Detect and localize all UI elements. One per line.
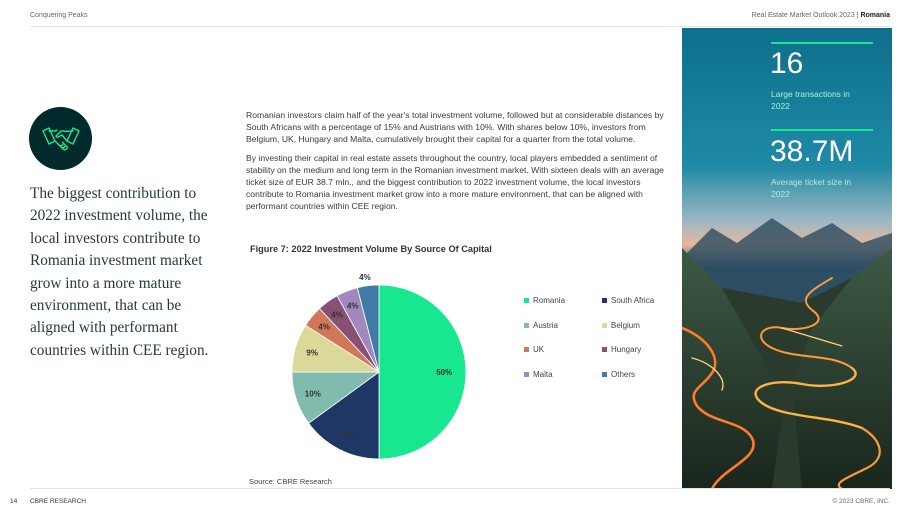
legend-label: South Africa [611,296,655,305]
pie-label-hungary: 4% [331,310,343,320]
body-text [246,109,666,219]
legend-item-hungary [602,345,641,354]
legend-swatch [524,372,529,377]
pull-quote: The biggest contribution to 2022 investment volume, the local investors contribute to Romania investment market grow into a more mature environment, that can be aligned with performant countries within CEE region. [30,185,209,359]
footer-copyright: © 2023 CBRE, INC. [832,498,890,505]
stat-divider-1 [771,42,873,44]
page-number: 14 [10,498,18,505]
legend-swatch [524,298,529,303]
legend-item-romania [524,296,565,305]
legend-label: Belgium [611,320,640,330]
footer-brand: CBRE RESEARCH [30,498,86,505]
header-country: Romania [860,12,890,19]
legend-label: Others [611,369,636,379]
pie-label-south-africa: 15% [339,430,356,440]
pie-label-others: 4% [359,272,371,282]
legend-swatch [524,323,529,328]
stat-value-ticket-size: 38.7M [770,135,854,168]
legend-label: Austria [533,320,558,330]
legend-item-south-africa [602,296,654,305]
stat-label-transactions: Large transactions in 2022 [771,89,850,111]
legend-swatch [602,347,607,352]
header-report [752,12,890,19]
legend-item-malta [524,370,553,379]
legend-label: Hungary [611,345,642,354]
handshake-badge [29,107,92,170]
pie-label-malta: 4% [346,301,359,311]
stat-label-ticket-size: Average ticket size in 2022 [771,177,852,199]
pie-label-uk: 4% [318,322,330,332]
pie-slice-romania [379,285,466,459]
footer-divider [30,488,890,489]
header-title: Conquering Peaks [30,12,88,19]
legend-item-others [602,370,635,379]
legend-swatch [602,372,607,377]
pie-label-romania: 50% [436,368,453,377]
pie-chart [270,266,490,466]
legend-swatch [602,298,607,303]
legend-label: Malta [533,369,553,379]
body-paragraph-2: By investing their capital in real estate assets throughout the country, local players embedded a sentiment of stability on the medium and long term in the Romanian investment market. With sixteen deals with an average ticket size of EUR 38.7 mln., and the biggest contribution to 2022 investment volume, the local investors contribute to Romania investment market grow into a more mature environment, that can be aligned with performant countries within CEE region. [246,152,664,212]
pie-label-austria: 10% [304,389,321,399]
header-divider [30,26,890,27]
figure-title: Figure 7: 2022 Investment Volume By Source Of Capital [250,244,492,254]
header-report-name: Real Estate Market Outlook 2023 | [751,12,861,19]
legend-label: Romania [533,296,566,305]
legend-item-uk [524,345,544,354]
legend-swatch [524,347,529,352]
handshake-icon [41,122,81,156]
stat-divider-2 [771,129,873,131]
pie-label-belgium: 9% [306,348,318,358]
body-paragraph-1: Romanian investors claim half of the year's total investment volume, followed but at considerable distances by South Africans with a percentage of 15% and Austrians with 10%. With shares below 10%, investors from Belgium, UK, Hungary and Malta, cumulatively brought their capital for a quarter from the total volume. [246,110,664,145]
legend-item-belgium [602,321,640,330]
legend-label: UK [533,345,545,354]
legend-item-austria [524,321,558,330]
figure-source: Source: CBRE Research [249,477,332,486]
stat-value-transactions: 16 [770,47,804,80]
legend-swatch [602,323,607,328]
